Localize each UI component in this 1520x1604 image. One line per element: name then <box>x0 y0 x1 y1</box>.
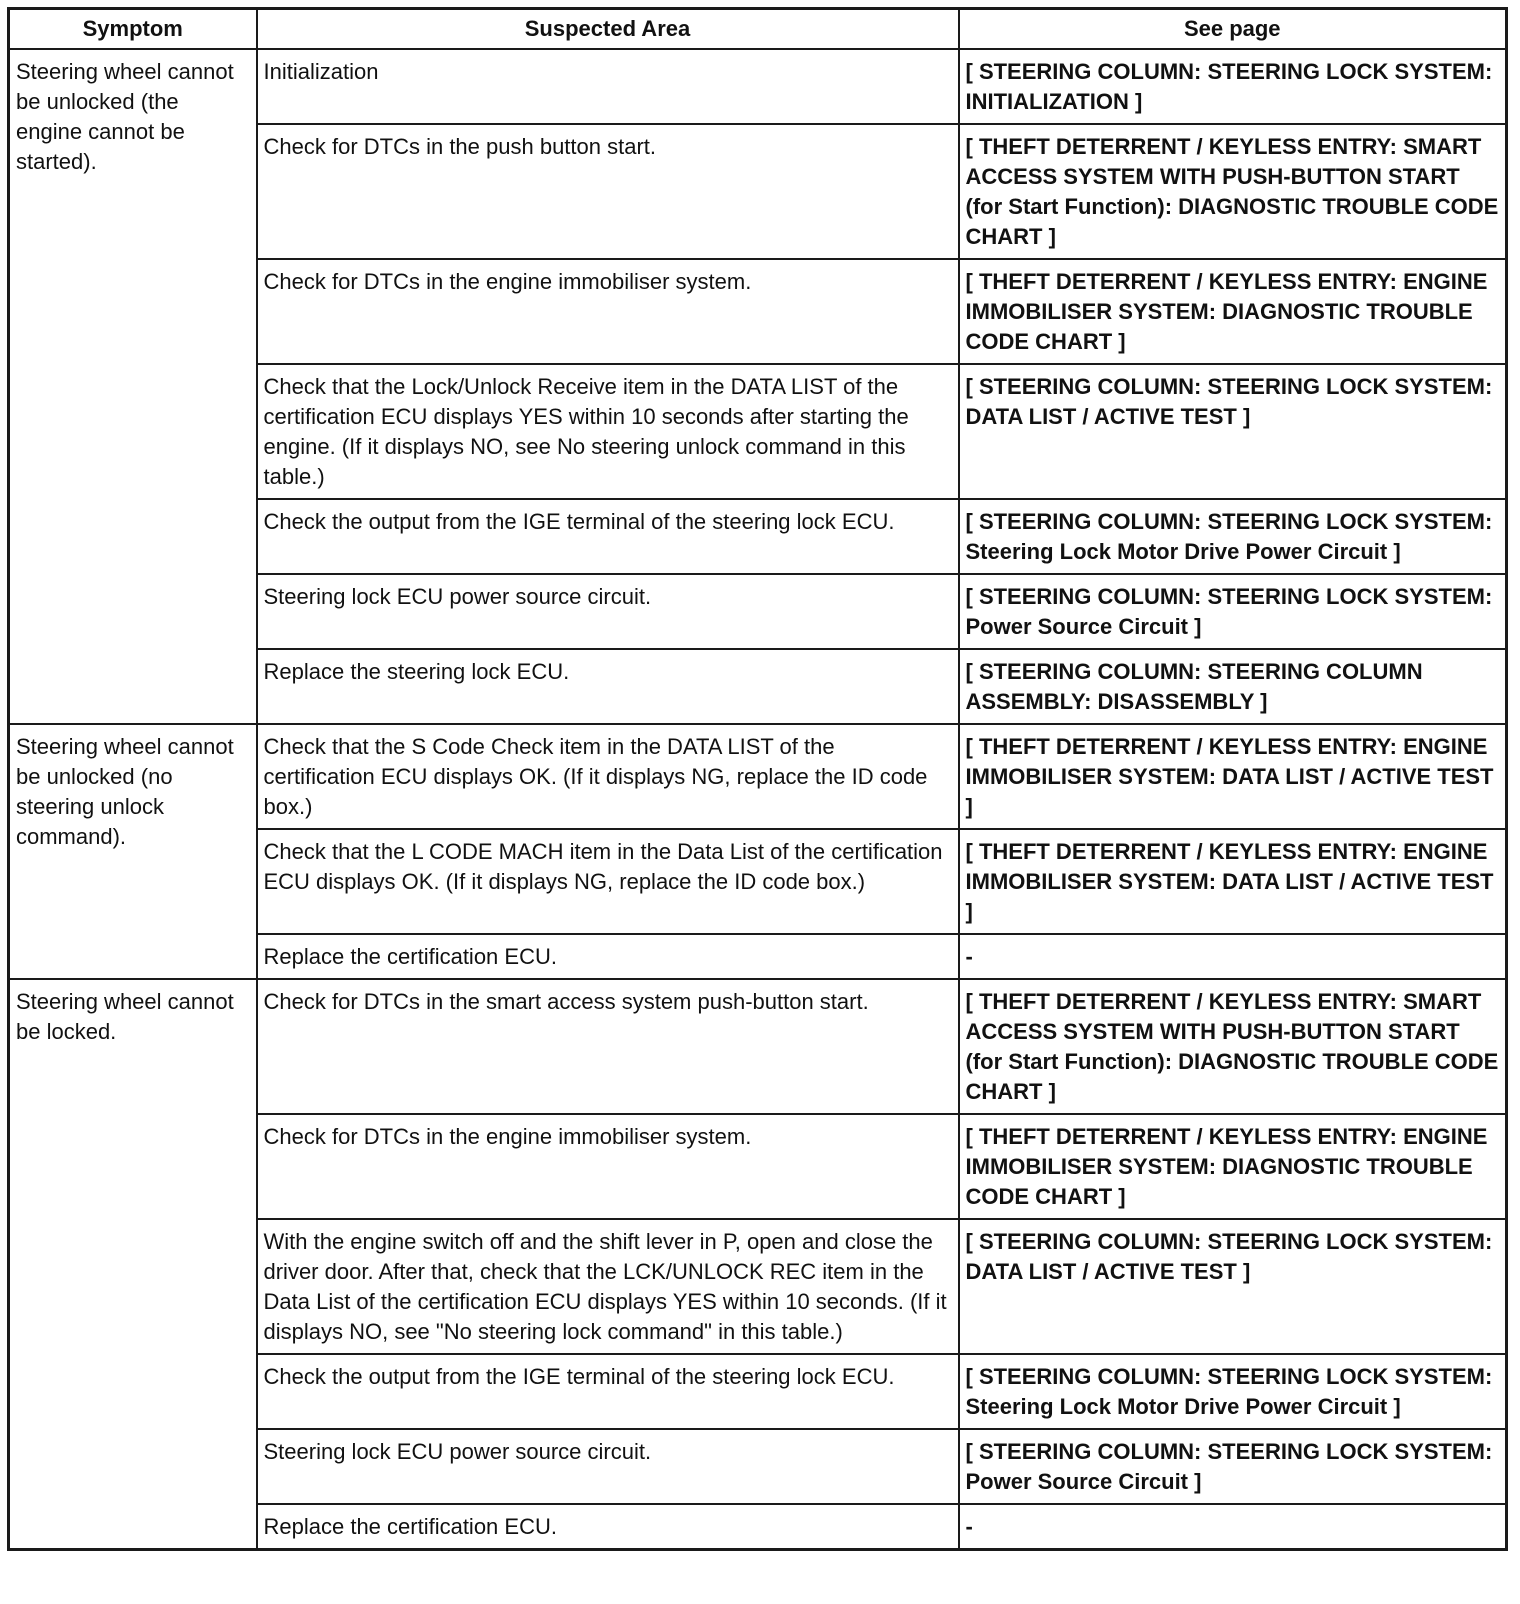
header-row <box>9 9 1507 50</box>
suspected-area-cell: Replace the certification ECU. <box>257 934 959 979</box>
suspected-area-cell: Check for DTCs in the push button start. <box>257 124 959 259</box>
see-page-cell: [ STEERING COLUMN: STEERING LOCK SYSTEM: INITIALIZATION ] <box>959 49 1507 124</box>
see-page-cell: [ STEERING COLUMN: STEERING LOCK SYSTEM: Power Source Circuit ] <box>959 1429 1507 1504</box>
see-page-cell: [ STEERING COLUMN: STEERING LOCK SYSTEM: Steering Lock Motor Drive Power Circuit ] <box>959 499 1507 574</box>
see-page-cell: [ THEFT DETERRENT / KEYLESS ENTRY: ENGINE IMMOBILISER SYSTEM: DATA LIST / ACTIVE TEST ] <box>959 829 1507 934</box>
symptom-cell: Steering wheel cannot be unlocked (no steering unlock command). <box>9 724 257 979</box>
table-row <box>9 979 1507 1114</box>
suspected-area-cell: Check for DTCs in the smart access system push-button start. <box>257 979 959 1114</box>
header-symptom: Symptom <box>9 9 257 50</box>
suspected-area-cell: Replace the steering lock ECU. <box>257 649 959 724</box>
see-page-cell: [ THEFT DETERRENT / KEYLESS ENTRY: ENGINE IMMOBILISER SYSTEM: DIAGNOSTIC TROUBLE CODE CHART ] <box>959 259 1507 364</box>
suspected-area-cell: Check for DTCs in the engine immobiliser system. <box>257 1114 959 1219</box>
symptom-cell: Steering wheel cannot be unlocked (the engine cannot be started). <box>9 49 257 724</box>
see-page-cell: - <box>959 934 1507 979</box>
see-page-cell: [ STEERING COLUMN: STEERING COLUMN ASSEMBLY: DISASSEMBLY ] <box>959 649 1507 724</box>
see-page-cell: [ THEFT DETERRENT / KEYLESS ENTRY: SMART ACCESS SYSTEM WITH PUSH-BUTTON START (for Start Function): DIAGNOSTIC TROUBLE CODE CHART ] <box>959 979 1507 1114</box>
suspected-area-cell: Check for DTCs in the engine immobiliser system. <box>257 259 959 364</box>
see-page-cell: [ STEERING COLUMN: STEERING LOCK SYSTEM: DATA LIST / ACTIVE TEST ] <box>959 364 1507 499</box>
problem-symptoms-table-wrapper <box>7 7 1508 1551</box>
suspected-area-cell: Steering lock ECU power source circuit. <box>257 574 959 649</box>
suspected-area-cell: Check that the S Code Check item in the DATA LIST of the certification ECU displays OK. (If it displays NG, replace the ID code box.) <box>257 724 959 829</box>
see-page-cell: - <box>959 1504 1507 1550</box>
table-row <box>9 49 1507 124</box>
suspected-area-cell: Replace the certification ECU. <box>257 1504 959 1550</box>
see-page-cell: [ STEERING COLUMN: STEERING LOCK SYSTEM: Power Source Circuit ] <box>959 574 1507 649</box>
suspected-area-cell: Check the output from the IGE terminal of the steering lock ECU. <box>257 499 959 574</box>
table-row <box>9 724 1507 829</box>
symptom-cell: Steering wheel cannot be locked. <box>9 979 257 1550</box>
header-see-page: See page <box>959 9 1507 50</box>
suspected-area-cell: With the engine switch off and the shift lever in P, open and close the driver door. After that, check that the LCK/UNLOCK REC item in the Data List of the certification ECU displays YES within 10 seconds. (If it displays NO, see "No steering lock command" in this table.) <box>257 1219 959 1354</box>
suspected-area-cell: Initialization <box>257 49 959 124</box>
suspected-area-cell: Check that the L CODE MACH item in the Data List of the certification ECU displays OK. (If it displays NG, replace the ID code box.) <box>257 829 959 934</box>
suspected-area-cell: Check the output from the IGE terminal of the steering lock ECU. <box>257 1354 959 1429</box>
suspected-area-cell: Check that the Lock/Unlock Receive item in the DATA LIST of the certification ECU displays YES within 10 seconds after starting the engine. (If it displays NO, see No steering unlock command in this table.) <box>257 364 959 499</box>
see-page-cell: [ STEERING COLUMN: STEERING LOCK SYSTEM: Steering Lock Motor Drive Power Circuit ] <box>959 1354 1507 1429</box>
see-page-cell: [ STEERING COLUMN: STEERING LOCK SYSTEM: DATA LIST / ACTIVE TEST ] <box>959 1219 1507 1354</box>
see-page-cell: [ THEFT DETERRENT / KEYLESS ENTRY: SMART ACCESS SYSTEM WITH PUSH-BUTTON START (for Start Function): DIAGNOSTIC TROUBLE CODE CHART ] <box>959 124 1507 259</box>
suspected-area-cell: Steering lock ECU power source circuit. <box>257 1429 959 1504</box>
problem-symptoms-table <box>7 7 1508 1551</box>
see-page-cell: [ THEFT DETERRENT / KEYLESS ENTRY: ENGINE IMMOBILISER SYSTEM: DATA LIST / ACTIVE TEST ] <box>959 724 1507 829</box>
see-page-cell: [ THEFT DETERRENT / KEYLESS ENTRY: ENGINE IMMOBILISER SYSTEM: DIAGNOSTIC TROUBLE CODE CHART ] <box>959 1114 1507 1219</box>
header-suspected-area: Suspected Area <box>257 9 959 50</box>
